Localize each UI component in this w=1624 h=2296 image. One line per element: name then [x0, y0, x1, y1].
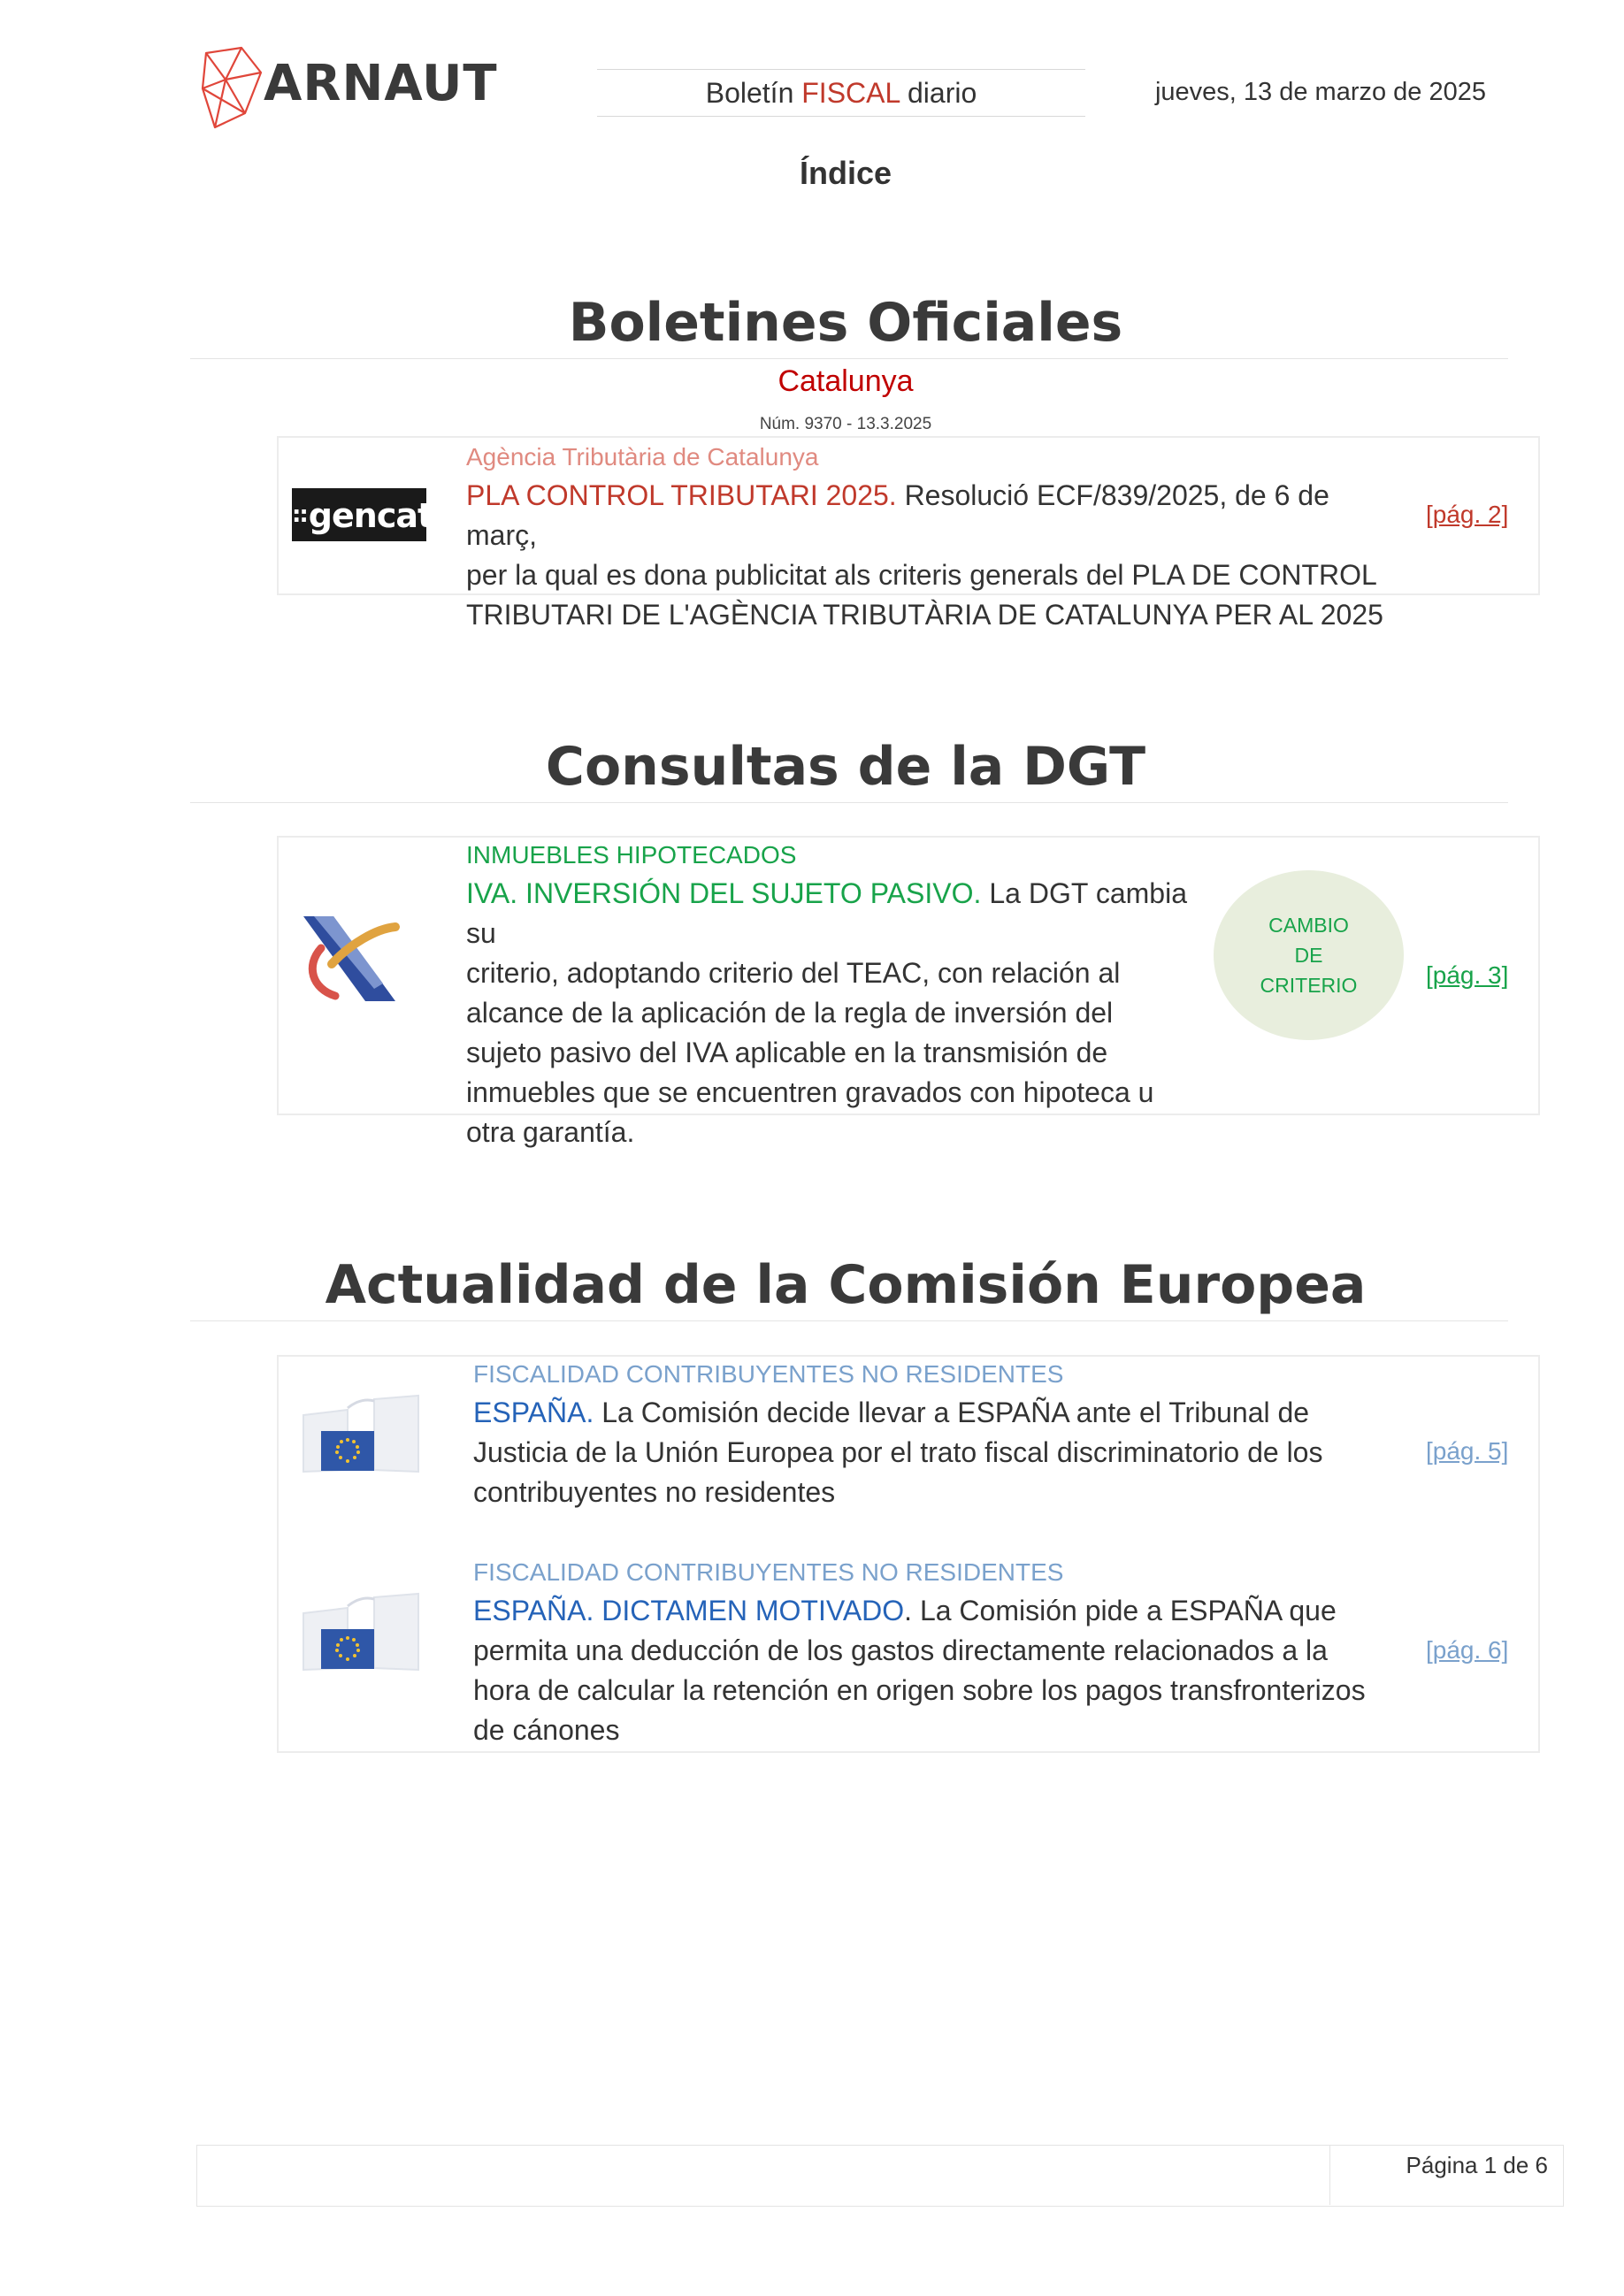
entry-line: hora de calcular la retención en origen sobre los pagos transfronterizos: [473, 1674, 1366, 1706]
section-divider: [190, 802, 1508, 803]
entry-headline: ESPAÑA.: [473, 1397, 594, 1428]
entry-category: FISCALIDAD CONTRIBUYENTES NO RESIDENTES: [473, 1360, 1064, 1388]
section-divider: [190, 1320, 1508, 1321]
aeat-logo: [296, 909, 402, 1011]
entry-line: criterio, adoptando criterio del TEAC, con relación al: [466, 957, 1121, 989]
entry-line: [466, 874, 1187, 953]
page-link[interactable]: [pág. 5]: [1426, 1437, 1509, 1465]
page-number: Página 1 de 6: [1406, 2152, 1548, 2178]
section-divider: [190, 358, 1508, 359]
aeat-logo-icon: [296, 909, 402, 1006]
eu-commission-icon: [295, 1390, 427, 1483]
gencat-logo-text: gencat: [308, 496, 433, 535]
entry-line: [473, 1591, 1389, 1631]
entry-line: inmuebles que se encuentren gravados con hipoteca u: [466, 1076, 1154, 1108]
section-title-dgt: Consultas de la DGT: [545, 736, 1146, 798]
entry-line: contribuyentes no residentes: [473, 1476, 836, 1508]
section-title-comision: Actualidad de la Comisión Europea: [325, 1254, 1367, 1316]
page-link[interactable]: [pág. 3]: [1426, 961, 1509, 989]
entry-headline: ESPAÑA. DICTAMEN MOTIVADO: [473, 1595, 905, 1626]
entry-line: de cánones: [473, 1714, 620, 1746]
entry-line: per la qual es dona publicitat als criteris generals del PLA DE CONTROL: [466, 559, 1377, 591]
criteria-change-badge: [1214, 870, 1404, 1040]
brand-name: ARNAUT: [264, 55, 498, 112]
entry-text: La DGT cambia su: [466, 877, 1188, 949]
bulletin-prefix: Boletín: [705, 77, 802, 109]
arnaut-logo-icon: [199, 44, 265, 133]
bulletin-title: [597, 69, 1085, 117]
index-title: Índice: [799, 155, 892, 191]
entry-line: TRIBUTARI DE L'AGÈNCIA TRIBUTÀRIA DE CATALUNYA PER AL 2025: [466, 599, 1383, 631]
footer-divider: [1329, 2145, 1330, 2205]
header-date: jueves, 13 de marzo de 2025: [1154, 78, 1486, 106]
badge-line: DE: [1294, 944, 1323, 967]
entry-line: alcance de la aplicación de la regla de inversión del: [466, 997, 1114, 1029]
entry-headline: IVA. INVERSIÓN DEL SUJETO PASIVO.: [466, 877, 982, 909]
entry-comision-2: [473, 1557, 1389, 1750]
entry-text: La Comisión decide llevar a ESPAÑA ante el Tribunal de: [594, 1397, 1310, 1428]
entry-text: . La Comisión pide a ESPAÑA que: [904, 1595, 1337, 1626]
entry-line: [473, 1393, 1389, 1433]
entry-text: Resolució ECF/839/2025, de 6 de març,: [466, 479, 1329, 551]
issue-number: Núm. 9370 - 13.3.2025: [759, 415, 932, 433]
entry-headline: PLA CONTROL TRIBUTARI 2025.: [466, 479, 897, 511]
entry-dgt: [466, 840, 1187, 1152]
entry-category: FISCALIDAD CONTRIBUYENTES NO RESIDENTES: [473, 1558, 1064, 1586]
entry-boletines: [466, 442, 1395, 635]
entry-line: sujeto pasivo del IVA aplicable en la transmisión de: [466, 1037, 1108, 1068]
entry-line: permita una deducción de los gastos directamente relacionados a la: [473, 1634, 1328, 1666]
page-link[interactable]: [pág. 6]: [1426, 1636, 1509, 1664]
page-link[interactable]: [pág. 2]: [1426, 501, 1509, 528]
section-title-boletines: Boletines Oficiales: [568, 292, 1123, 354]
badge-line: CRITERIO: [1260, 974, 1358, 997]
entry-line: otra garantía.: [466, 1116, 635, 1148]
entry-comision-1: [473, 1359, 1389, 1512]
badge-line: CAMBIO: [1268, 914, 1349, 937]
entry-category: Agència Tributària de Catalunya: [466, 443, 819, 471]
bulletin-highlight: FISCAL: [801, 77, 900, 109]
gencat-logo: ::gencat: [292, 488, 426, 541]
entry-line: [466, 476, 1395, 555]
entry-line: Justicia de la Unión Europea por el trato fiscal discriminatorio de los: [473, 1436, 1323, 1468]
bulletin-suffix: diario: [900, 77, 977, 109]
eu-commission-icon: [295, 1588, 427, 1681]
region-title: Catalunya: [778, 364, 914, 398]
entry-category: INMUEBLES HIPOTECADOS: [466, 841, 797, 869]
